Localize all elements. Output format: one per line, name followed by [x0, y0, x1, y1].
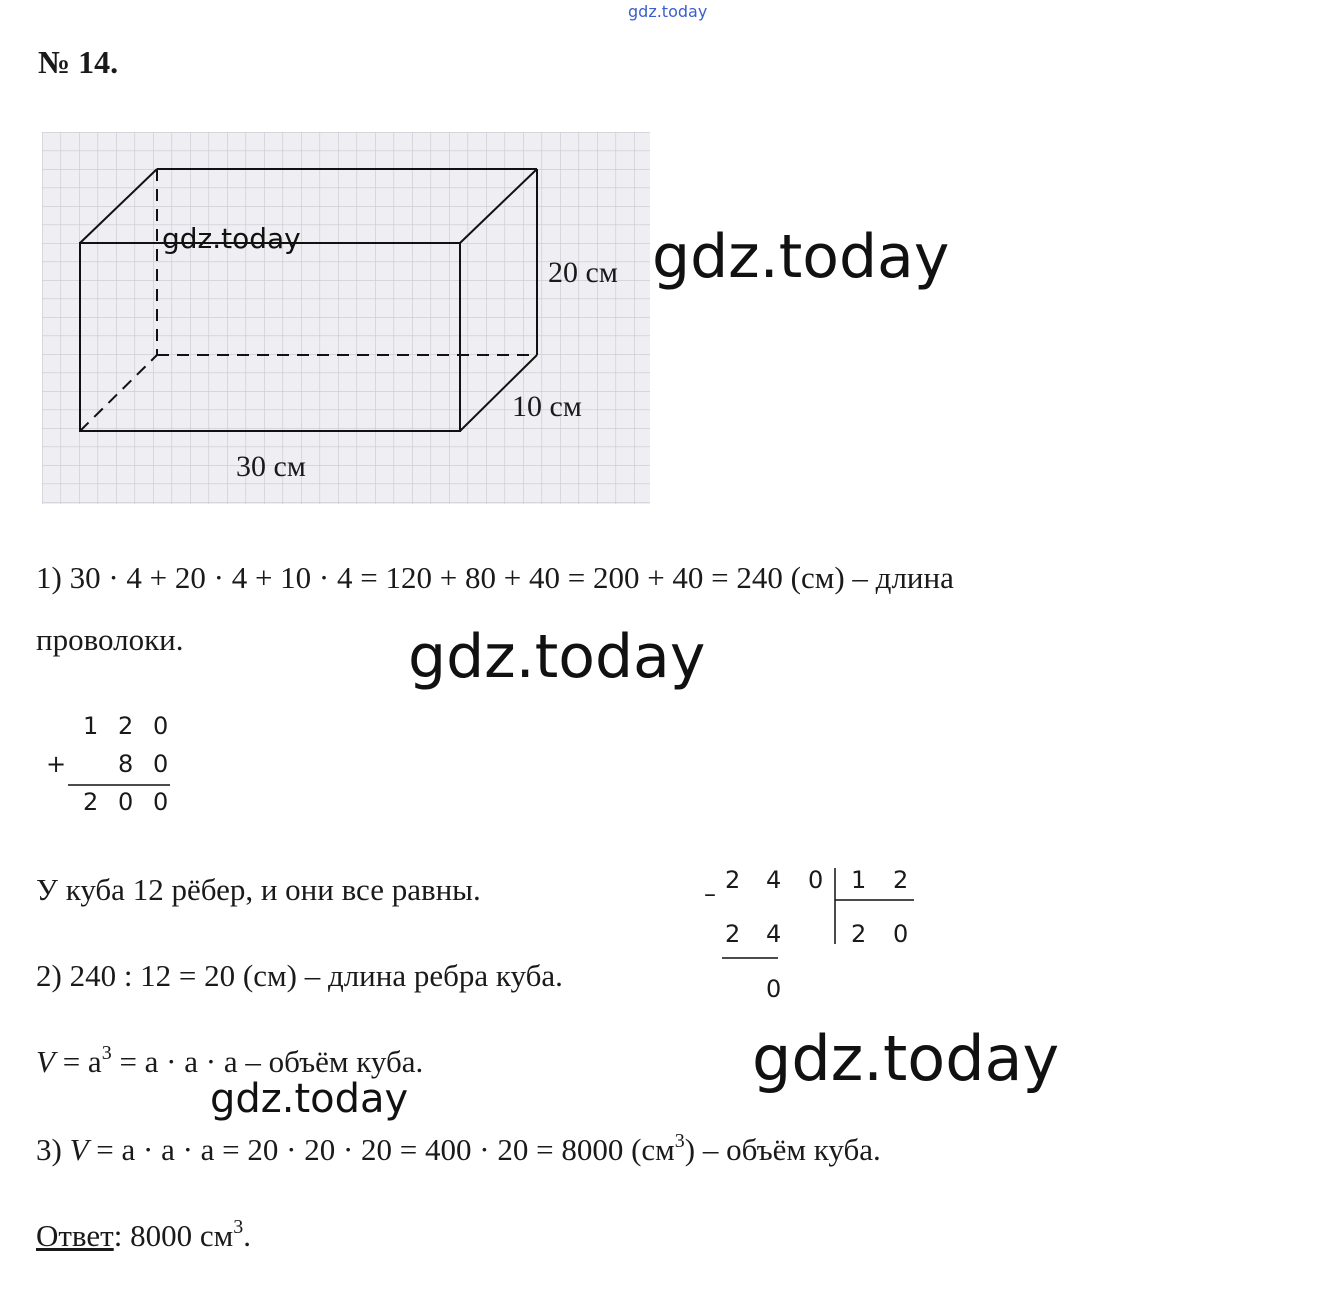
step1-continuation: проволоки.: [36, 622, 184, 657]
quotient-digit: 0: [893, 920, 909, 948]
add-result-digit: 0: [118, 788, 134, 816]
problem-number: № 14.: [38, 44, 119, 80]
add-result-digit: 0: [153, 788, 169, 816]
step2-text: 2) 240 : 12 = 20 (см) – длина ребра куба.: [36, 958, 563, 993]
watermark-large-2: gdz.today: [408, 622, 706, 692]
formula-exponent: 3: [101, 1042, 112, 1064]
answer-exponent: 3: [233, 1216, 244, 1238]
answer: [36, 1218, 251, 1254]
divisor-digit: 2: [893, 866, 909, 894]
dividend-digit: 0: [808, 866, 824, 894]
label-height: 20 см: [548, 256, 618, 289]
remainder-digit: 0: [766, 975, 782, 1003]
watermark-large-1: gdz.today: [652, 222, 950, 292]
answer-label: Ответ: [36, 1218, 114, 1253]
volume-formula: [36, 1044, 423, 1080]
dividend-digit: 2: [725, 866, 741, 894]
add-digit: 1: [83, 712, 99, 740]
answer-end: .: [243, 1218, 251, 1253]
subtrahend-digit: 4: [766, 920, 782, 948]
subtrahend-digit: 2: [725, 920, 741, 948]
step1-text: 1) 30 · 4 + 20 · 4 + 10 · 4 = 120 + 80 + 40 = 200 + 40 = 240 (см) – длина: [36, 560, 954, 595]
formula-v: V: [36, 1044, 55, 1079]
step3-tail: ) – объём куба.: [684, 1132, 881, 1167]
watermark-top: gdz.today: [628, 2, 708, 21]
step3-main: = a · a · a = 20 · 20 · 20 = 400 · 20 = 8000 (см: [88, 1132, 675, 1167]
formula-mid: = a: [54, 1044, 102, 1079]
add-digit: 2: [118, 712, 134, 740]
watermark-medium: gdz.today: [210, 1076, 409, 1122]
add-result-digit: 2: [83, 788, 99, 816]
division-minus-sign: –: [704, 880, 716, 908]
label-depth: 10 см: [512, 390, 582, 423]
formula-rhs: = a · a · a – объём куба.: [111, 1044, 424, 1079]
step3-v: V: [69, 1132, 89, 1167]
dividend-digit: 4: [766, 866, 782, 894]
quotient-digit: 2: [851, 920, 867, 948]
add-digit: 8: [118, 750, 134, 778]
add-digit: 0: [153, 750, 169, 778]
watermark-large-3: gdz.today: [752, 1022, 1060, 1095]
answer-value: : 8000 см: [113, 1218, 234, 1253]
step3-text: [36, 1132, 881, 1168]
label-length: 30 см: [236, 450, 306, 483]
watermark-figure: gdz.today: [162, 222, 301, 255]
add-digit: 0: [153, 712, 169, 740]
step3-prefix: 3): [36, 1132, 70, 1167]
add-plus-sign: +: [46, 750, 67, 778]
step3-exponent: 3: [674, 1130, 685, 1152]
cube-fact: У куба 12 рёбер, и они все равны.: [36, 872, 481, 907]
divisor-digit: 1: [851, 866, 867, 894]
